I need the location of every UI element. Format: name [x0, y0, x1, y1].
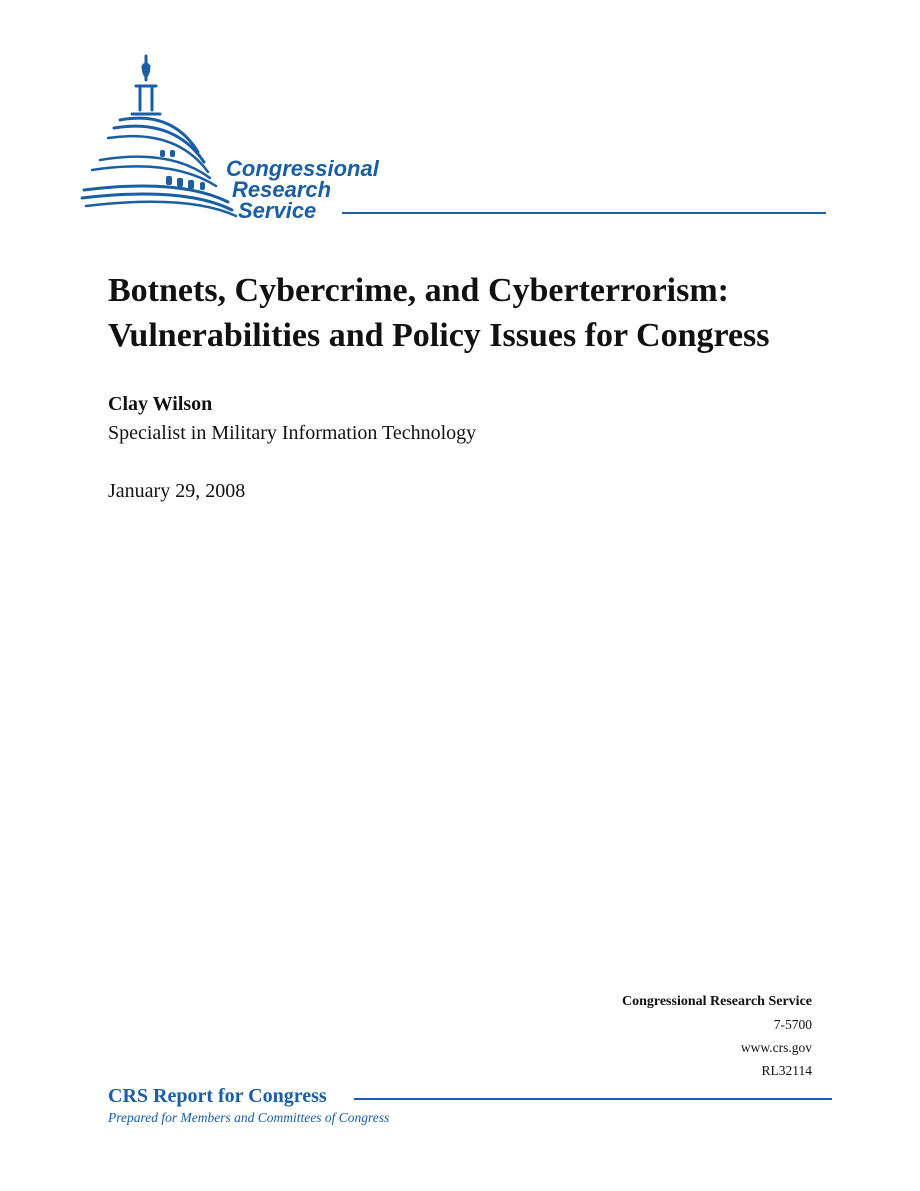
- title-line-2: Vulnerabilities and Policy Issues for Congress: [108, 317, 770, 354]
- crs-phone: 7-5700: [773, 1017, 812, 1032]
- logo-rule: [342, 212, 826, 214]
- logo-text-congressional: Congressional: [226, 156, 379, 181]
- footer-rule: [354, 1098, 832, 1100]
- crs-report-number: RL32114: [761, 1063, 812, 1078]
- capitol-dome-icon: [80, 52, 240, 222]
- footer-subtitle: Prepared for Members and Committees of Congress: [108, 1110, 390, 1125]
- logo-text-research: Research: [232, 177, 332, 202]
- author-name: Clay Wilson: [108, 393, 213, 415]
- crs-org-name: Congressional Research Service: [621, 994, 812, 1009]
- report-date: January 29, 2008: [108, 480, 246, 502]
- author-role: Specialist in Military Information Technology: [108, 422, 477, 444]
- title-line-1: Botnets, Cybercrime, and Cyberterrorism:: [108, 272, 729, 309]
- footer-report-title: CRS Report for Congress: [108, 1085, 327, 1107]
- crs-url[interactable]: www.crs.gov: [740, 1040, 812, 1055]
- crs-logo: [80, 52, 830, 222]
- crs-info-block: [622, 990, 812, 1082]
- report-title: [108, 268, 868, 358]
- logo-text-service: Service: [238, 198, 317, 223]
